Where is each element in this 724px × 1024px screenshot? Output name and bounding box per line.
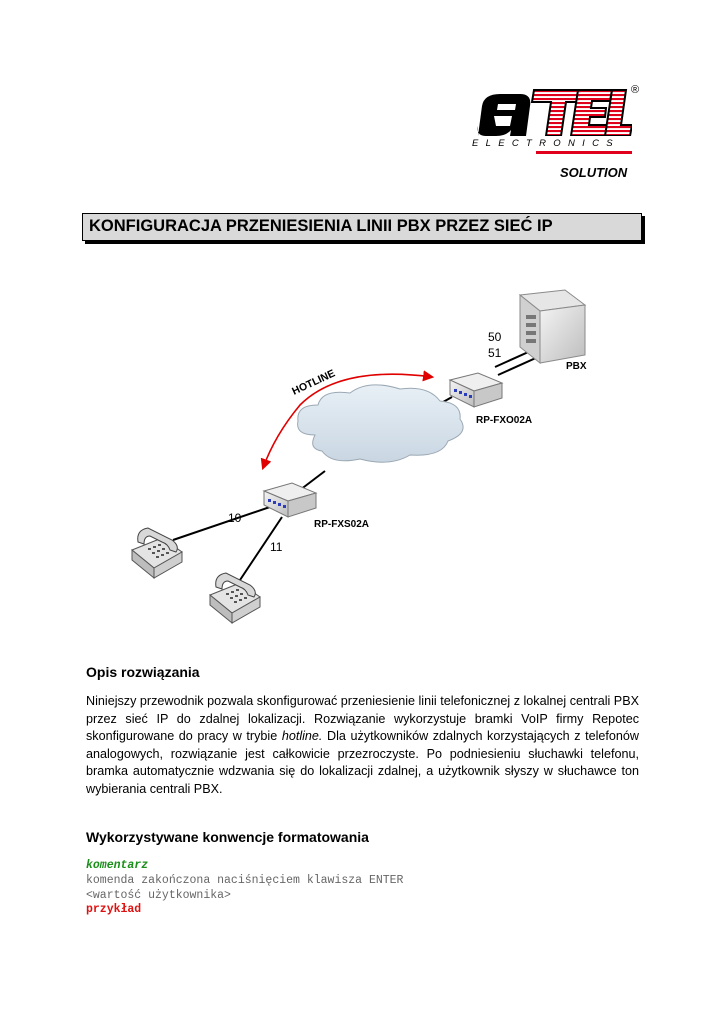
registered-mark: ® [631, 84, 640, 96]
atel-wordmark-graphic [474, 86, 632, 136]
link-cloud-fxs [300, 471, 325, 490]
convention-comment: komentarz [86, 859, 149, 872]
logo-tagline: SOLUTION [560, 165, 628, 180]
atel-logo [474, 82, 644, 184]
fxo-label: RP-FXO02A [476, 415, 533, 426]
logo-accent-line [536, 151, 632, 154]
ext-10-label: 10 [228, 511, 242, 525]
description-text-part2: Dla użytkowników zdalnych korzystających z telefonów analogowych, rozwiązanie jest całkowicie przezroczyste. Po podniesieniu słuchawki telefonu, bramka automatycznie wdzwania się do lokalizacji zdalnej, a użytkownik słyszy w słuchawce ton wybierania centrali PBX. [86, 729, 640, 796]
document-title-box [82, 213, 642, 241]
line-51-label: 51 [488, 346, 502, 360]
network-diagram [110, 285, 610, 635]
hotline-label: HOTLINE [290, 367, 338, 398]
fxo-gateway-icon [450, 373, 502, 407]
convention-user-value: <wartość użytkownika> [86, 889, 231, 902]
description-text-part1: Niniejszy przewodnik pozwala skonfigurować przeniesienie linii telefonicznej z lokalnej centrali PBX przez sieć IP do zdalnej lokalizacji. Rozwiązanie wykorzystuje bramki VoIP firmy Repotec skonfigurowane do pracy w trybie [86, 694, 639, 743]
link-fxs-phone-10 [173, 507, 270, 540]
ext-11-label: 11 [270, 540, 283, 554]
ip-cloud-icon [298, 385, 464, 462]
logo-subtitle: ELECTRONICS [472, 138, 620, 149]
section-heading-solution: Opis rozwiązania [86, 664, 200, 680]
fxs-label: RP-FXS02A [314, 519, 370, 530]
convention-example: przykład [86, 903, 142, 916]
telephone-icon [132, 528, 182, 578]
telephone-icon [210, 573, 260, 623]
convention-command: komenda zakończona naciśnięciem klawisza ENTER [86, 874, 404, 887]
pbx-server-icon [520, 290, 585, 363]
line-50-label: 50 [488, 330, 502, 344]
fxs-gateway-icon [264, 483, 316, 517]
solution-description [86, 693, 639, 798]
description-hotline-term: hotline. [281, 729, 323, 743]
section-heading-conventions: Wykorzystywane konwencje formatowania [86, 829, 369, 845]
document-title: KONFIGURACJA PRZENIESIENIA LINII PBX PRZEZ SIEĆ IP [89, 217, 553, 235]
pbx-label: PBX [566, 361, 587, 372]
